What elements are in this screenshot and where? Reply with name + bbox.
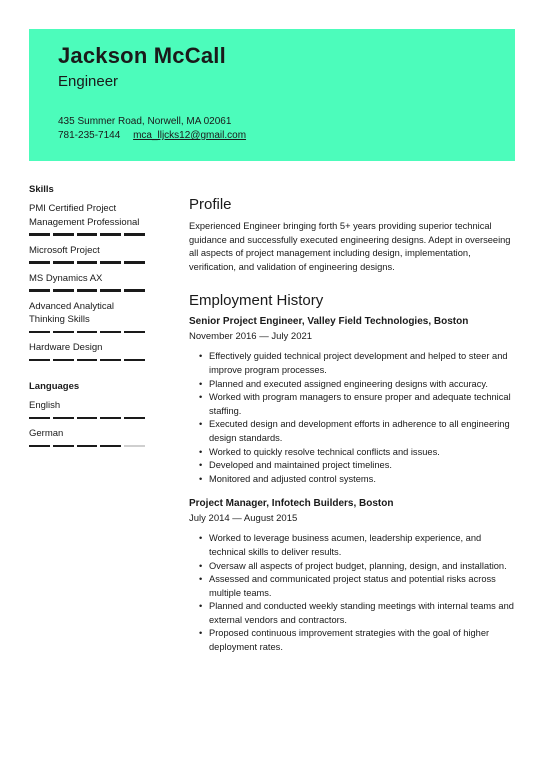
level-segment: [53, 233, 74, 236]
level-segment: [29, 331, 50, 334]
level-segment: [77, 261, 98, 264]
job-bullet: • Proposed continuous improvement strategies with the goal of higher deployment rates.: [189, 627, 517, 654]
language-item-level-bar: [29, 445, 145, 448]
level-segment: [124, 445, 145, 448]
level-segment: [53, 289, 74, 292]
level-segment: [124, 359, 145, 362]
candidate-title: Engineer: [58, 73, 119, 90]
level-segment: [29, 417, 50, 420]
job-bullet: • Planned and executed assigned engineering designs with accuracy.: [189, 378, 517, 392]
skill-item-level-bar: [29, 331, 145, 334]
header-banner: [29, 29, 515, 161]
skill-item: [29, 202, 145, 236]
job-title: Project Manager, Infotech Builders, Boston: [189, 498, 394, 510]
job-bullet: • Worked with program managers to ensure proper and adequate technical staffing.: [189, 391, 517, 418]
skill-item-label: MS Dynamics AX: [29, 272, 103, 284]
skill-item-level-bar: [29, 359, 145, 362]
level-segment: [29, 359, 50, 362]
level-segment: [77, 233, 98, 236]
level-segment: [100, 359, 121, 362]
level-segment: [29, 261, 50, 264]
level-segment: [100, 261, 121, 264]
job-entry: [189, 498, 517, 654]
job-dates: July 2014 — August 2015: [189, 513, 298, 525]
level-segment: [77, 289, 98, 292]
job-bullet: • Executed design and development efforts in adherence to all engineering design standards.: [189, 418, 517, 445]
job-bullet: • Developed and maintained project timelines.: [189, 459, 517, 473]
language-item-level-bar: [29, 417, 145, 420]
languages-list: [29, 399, 145, 447]
level-segment: [124, 261, 145, 264]
skill-item: [29, 300, 145, 334]
email-link[interactable]: mca_lljcks12@gmail.com: [133, 130, 247, 141]
level-segment: [77, 417, 98, 420]
job-bullet: • Worked to quickly resolve technical conflicts and issues.: [189, 446, 517, 460]
skill-item: [29, 341, 145, 361]
employment-heading: Employment History: [189, 292, 324, 310]
language-item-label: English: [29, 400, 61, 411]
job-bullets: [189, 532, 517, 654]
level-segment: [124, 289, 145, 292]
language-item-label: German: [29, 428, 64, 439]
skill-item-level-bar: [29, 289, 145, 292]
sidebar: [29, 184, 145, 455]
skills-list: [29, 202, 145, 361]
job-entry: [189, 316, 517, 486]
skill-item-label: Advanced Analytical Thinking Skills: [29, 300, 115, 325]
job-title: Senior Project Engineer, Valley Field Technologies, Boston: [189, 316, 469, 328]
jobs-list: [189, 316, 517, 654]
level-segment: [53, 331, 74, 334]
skill-item-level-bar: [29, 233, 145, 236]
level-segment: [100, 331, 121, 334]
job-bullet: • Oversaw all aspects of project budget, planning, design, and installation.: [189, 560, 517, 574]
level-segment: [100, 417, 121, 420]
languages-heading: Languages: [29, 381, 80, 392]
job-bullet: • Assessed and communicated project status and potential risks across multiple teams.: [189, 573, 517, 600]
skill-item-label: Microsoft Project: [29, 244, 100, 256]
level-segment: [29, 289, 50, 292]
profile-text: Experienced Engineer bringing forth 5+ years providing superior technical guidance and successfully executed engineering designs. Adept in overseeing all aspects of project management including design, implementation, verification, and validation of engineering designs.: [189, 221, 511, 272]
profile-heading: Profile: [189, 196, 232, 213]
level-segment: [53, 445, 74, 448]
job-bullet: • Planned and conducted weekly standing meetings with internal teams and external vendors and contractors.: [189, 600, 517, 627]
language-item: [29, 427, 145, 447]
contact-line: [58, 130, 246, 141]
job-bullets: [189, 350, 517, 486]
job-dates: November 2016 — July 2021: [189, 331, 313, 343]
level-segment: [77, 331, 98, 334]
level-segment: [77, 359, 98, 362]
job-bullet: • Worked to leverage business acumen, leadership experience, and technical skills to deliver results.: [189, 532, 517, 559]
level-segment: [53, 261, 74, 264]
level-segment: [124, 417, 145, 420]
skills-heading: Skills: [29, 184, 54, 195]
level-segment: [124, 331, 145, 334]
skill-item-label: PMI Certified Project Management Professional: [29, 203, 140, 228]
level-segment: [77, 445, 98, 448]
level-segment: [29, 445, 50, 448]
address: 435 Summer Road, Norwell, MA 02061: [58, 116, 232, 127]
level-segment: [100, 289, 121, 292]
level-segment: [29, 233, 50, 236]
skill-item: [29, 244, 145, 264]
level-segment: [100, 233, 121, 236]
skill-item-label: Hardware Design: [29, 342, 103, 353]
skill-item: [29, 272, 145, 292]
main-content: [189, 196, 517, 667]
level-segment: [53, 417, 74, 420]
level-segment: [100, 445, 121, 448]
level-segment: [53, 359, 74, 362]
level-segment: [124, 233, 145, 236]
candidate-name: Jackson McCall: [58, 43, 226, 68]
language-item: [29, 399, 145, 419]
phone: 781-235-7144: [58, 130, 121, 141]
skill-item-level-bar: [29, 261, 145, 264]
job-bullet: • Monitored and adjusted control systems.: [189, 473, 517, 487]
job-bullet: • Effectively guided technical project development and helped to steer and improve program processes.: [189, 350, 517, 377]
languages-section: [29, 381, 145, 447]
